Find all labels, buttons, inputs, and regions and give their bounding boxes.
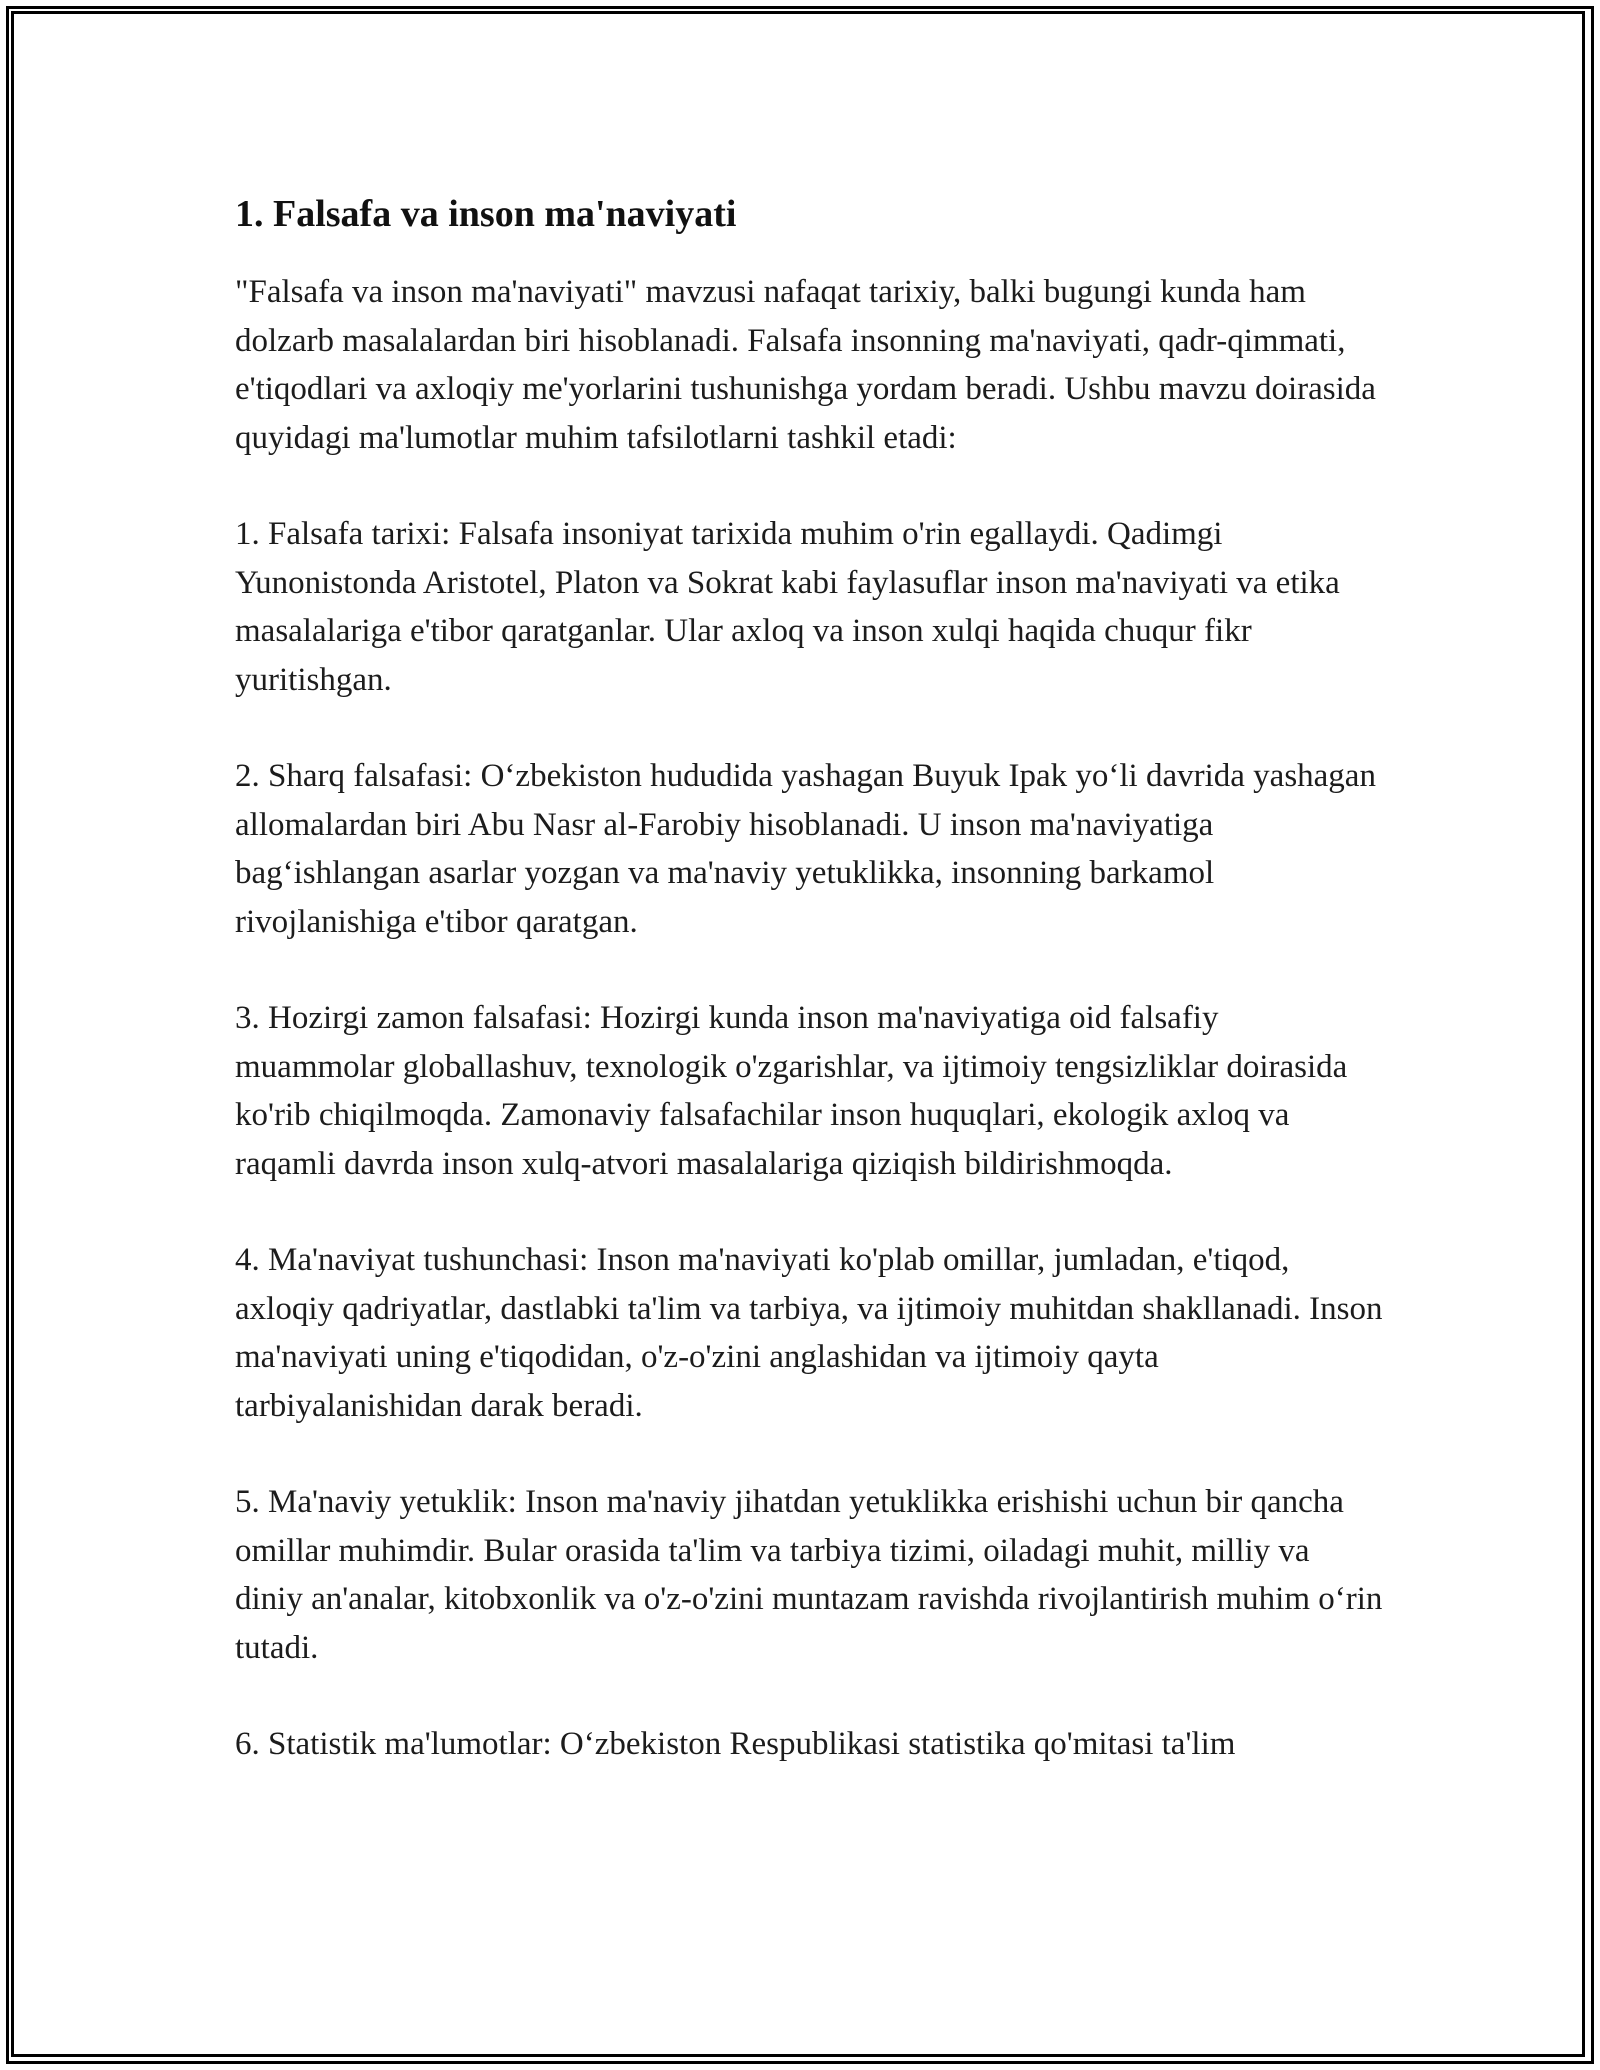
paragraph-sharq-falsafasi: 2. Sharq falsafasi: O‘zbekiston hududida yashagan Buyuk Ipak yo‘li davrida yashagan allomalardan biri Abu Nasr al-Farobiy hisoblanadi. U inson ma'naviyatiga bag‘ishlangan asarlar yozgan va ma'naviy yetuklikka, insonning barkamol rivojlanishiga e'tibor qaratgan. (235, 758, 1376, 940)
paragraph-manaviy-yetuklik: 5. Ma'naviy yetuklik: Inson ma'naviy jihatdan yetuklikka erishishi uchun bir qancha omillar muhimdir. Bular orasida ta'lim va tarbiya tizimi, oiladagi muhit, milliy va diniy an'analar, kitobxonlik va o'z-o'zini muntazam ravishda rivojlantirish muhim o‘rin tutadi. (235, 1484, 1383, 1666)
intro-paragraph: "Falsafa va inson ma'naviyati" mavzusi nafaqat tarixiy, balki bugungi kunda ham dolzarb masalalardan biri hisoblanadi. Falsafa insonning ma'naviyati, qadr-qimmati, e'tiqodlari va axloqiy me'yorlarini tushunishga yordam beradi. Ushbu mavzu doirasida quyidagi ma'lumotlar muhim tafsilotlarni tashkil etadi: (235, 274, 1376, 456)
paragraph-hozirgi-zamon-falsafasi: 3. Hozirgi zamon falsafasi: Hozirgi kunda inson ma'naviyatiga oid falsafiy muammolar globallashuv, texnologik o'zgarishlar, va ijtimoiy tengsizliklar doirasida ko'rib chiqilmoqda. Zamonaviy falsafachilar inson huquqlari, ekologik axloq va raqamli davrda inson xulq-atvori masalalariga qiziqish bildirishmoqda. (235, 1000, 1348, 1182)
paragraph-manaviyat-tushunchasi: 4. Ma'naviyat tushunchasi: Inson ma'naviyati ko'plab omillar, jumladan, e'tiqod, axloqiy qadriyatlar, dastlabki ta'lim va tarbiya, va ijtimoiy muhitdan shakllanadi. Inson ma'naviyati uning e'tiqodidan, o'z-o'zini anglashidan va ijtimoiy qayta tarbiyalanishidan darak beradi. (235, 1242, 1383, 1424)
document-body (235, 186, 1385, 1817)
section-title: 1. Falsafa va inson ma'naviyati (235, 193, 737, 235)
paragraph-falsafa-tarixi: 1. Falsafa tarixi: Falsafa insoniyat tarixida muhim o'rin egallaydi. Qadimgi Yunonistonda Aristotel, Platon va Sokrat kabi faylasuflar inson ma'naviyati va etika masalalariga e'tibor qaratganlar. Ular axloq va inson xulqi haqida chuqur fikr yuritishgan. (235, 516, 1340, 698)
paragraph-statistik-malumotlar: 6. Statistik ma'lumotlar: O‘zbekiston Respublikasi statistika qo'mitasi ta'lim (235, 1726, 1236, 1762)
